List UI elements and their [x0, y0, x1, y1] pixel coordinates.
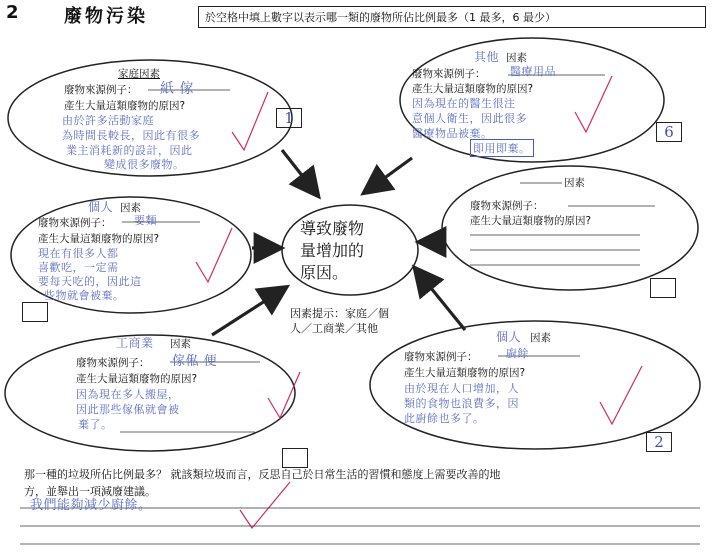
other-reason-2: 意個人衛生，因此很多 — [412, 112, 527, 125]
other-source-answer: 醫療用品 — [510, 65, 556, 78]
personal2-reason-2: 類的食物也浪費多，因 — [404, 397, 519, 410]
commerce-reason-label: 產生大量這類廢物的原因? — [76, 373, 198, 385]
other-rank-box[interactable]: 6 — [656, 122, 682, 142]
personal1-title: 因素 — [120, 202, 141, 214]
arrow-other — [368, 158, 412, 190]
instruction-box: 於空格中填上數字以表示哪一類的廢物所佔比例最多（1 最多，6 最少） — [198, 6, 706, 28]
family-reason-4: 變成很多廢物。 — [104, 158, 185, 171]
family-source-label: 廢物來源例子： — [64, 84, 138, 96]
family-reason-3: 業主消耗新的設計，因此 — [66, 144, 193, 157]
personal2-title: 因素 — [530, 332, 551, 344]
family-reason-2: 為時間長較長，因此有很多 — [62, 129, 200, 142]
family-reason-1: 由於許多活動家庭 — [62, 114, 154, 127]
personal1-reason-1: 現在有很多人都 — [38, 247, 119, 260]
personal2-rank-box[interactable]: 2 — [646, 432, 672, 452]
family-source-answer: 紙 傢 — [160, 81, 194, 97]
blank-title: 因素 — [564, 177, 585, 189]
tick-mark-personal2 — [600, 366, 642, 424]
commerce-source-label: 廢物來源例子： — [76, 357, 150, 369]
center-label: 導致廢物 量增加的 原因。 — [300, 219, 365, 282]
personal1-title-hand: 個人 — [88, 200, 114, 214]
arrow-personal2 — [418, 272, 465, 330]
commerce-title: 因素 — [170, 338, 191, 350]
blank-source-label: 廢物來源例子： — [470, 200, 544, 212]
commerce-reason-1: 因為現在多人搬屋， — [76, 388, 180, 401]
other-reason-3: 醫療物品被棄。 — [412, 127, 493, 140]
personal2-reason-label: 產生大量這類廢物的原因? — [404, 367, 526, 379]
reflection-answer[interactable]: 我們能夠減少廚餘。 — [30, 498, 152, 513]
commerce-reason-3: 棄了。 — [78, 418, 113, 431]
blank-rank-box[interactable] — [650, 278, 676, 298]
blank-reason-label: 產生大量這類廢物的原因? — [470, 215, 592, 227]
other-title: 因素 — [506, 52, 527, 64]
arrow-commerce — [212, 290, 282, 335]
family-title: 家庭因素 — [118, 68, 160, 80]
personal1-reason-4: 些物就會被棄。 — [44, 289, 125, 302]
personal1-reason-label: 產生大量這類廢物的原因? — [38, 233, 160, 245]
personal2-title-hand: 個人 — [496, 330, 522, 344]
reflection-question: 那一種的垃圾所佔比例最多？ 就該類垃圾而言，反思自己於日常生活的習慣和態度上需要改善的地 方，並舉出一項減廢建議。 — [24, 468, 501, 498]
commerce-rank-box[interactable] — [282, 448, 308, 468]
personal1-source-answer: 要麵 — [134, 214, 157, 227]
personal2-source-label: 廢物來源例子： — [404, 351, 478, 363]
personal1-reason-3: 要每天吃的，因此這 — [38, 275, 142, 288]
factor-hint: 因素提示：家庭／個 人／工商業／其他 — [290, 307, 389, 335]
commerce-reason-2: 因此那些傢俬就會被 — [76, 403, 180, 416]
other-reason-label: 產生大量這類廢物的原因? — [412, 83, 534, 95]
other-extra: 即用即棄。 — [470, 139, 534, 157]
personal1-reason-2: 喜歡吃，一定需 — [38, 261, 119, 274]
family-rank-box[interactable]: 1 — [276, 108, 302, 128]
section-title: 廢物污染 — [64, 6, 148, 27]
other-reason-1: 因為現在的醫生很注 — [412, 97, 516, 110]
tick-mark-other — [575, 76, 612, 132]
commerce-title-hand: 工商業 — [116, 336, 154, 350]
personal1-source-label: 廢物來源例子： — [38, 217, 112, 229]
other-title-hand: 其他 — [474, 50, 500, 64]
personal2-reason-3: 此廚餘也多了。 — [404, 412, 485, 425]
section-number: 2 — [6, 2, 19, 23]
tick-mark-personal1 — [196, 228, 232, 282]
other-source-label: 廢物來源例子： — [412, 68, 486, 80]
family-reason-label: 產生大量這類廢物的原因? — [64, 100, 186, 112]
tick-mark-family — [232, 92, 268, 150]
personal1-rank-box[interactable] — [22, 302, 48, 322]
personal2-source-answer: 廚餘 — [506, 347, 529, 360]
commerce-source-answer: 傢俬 便 — [172, 354, 218, 369]
personal2-reason-1: 由於現在人口增加，人 — [404, 382, 519, 395]
arrow-family — [282, 150, 315, 192]
